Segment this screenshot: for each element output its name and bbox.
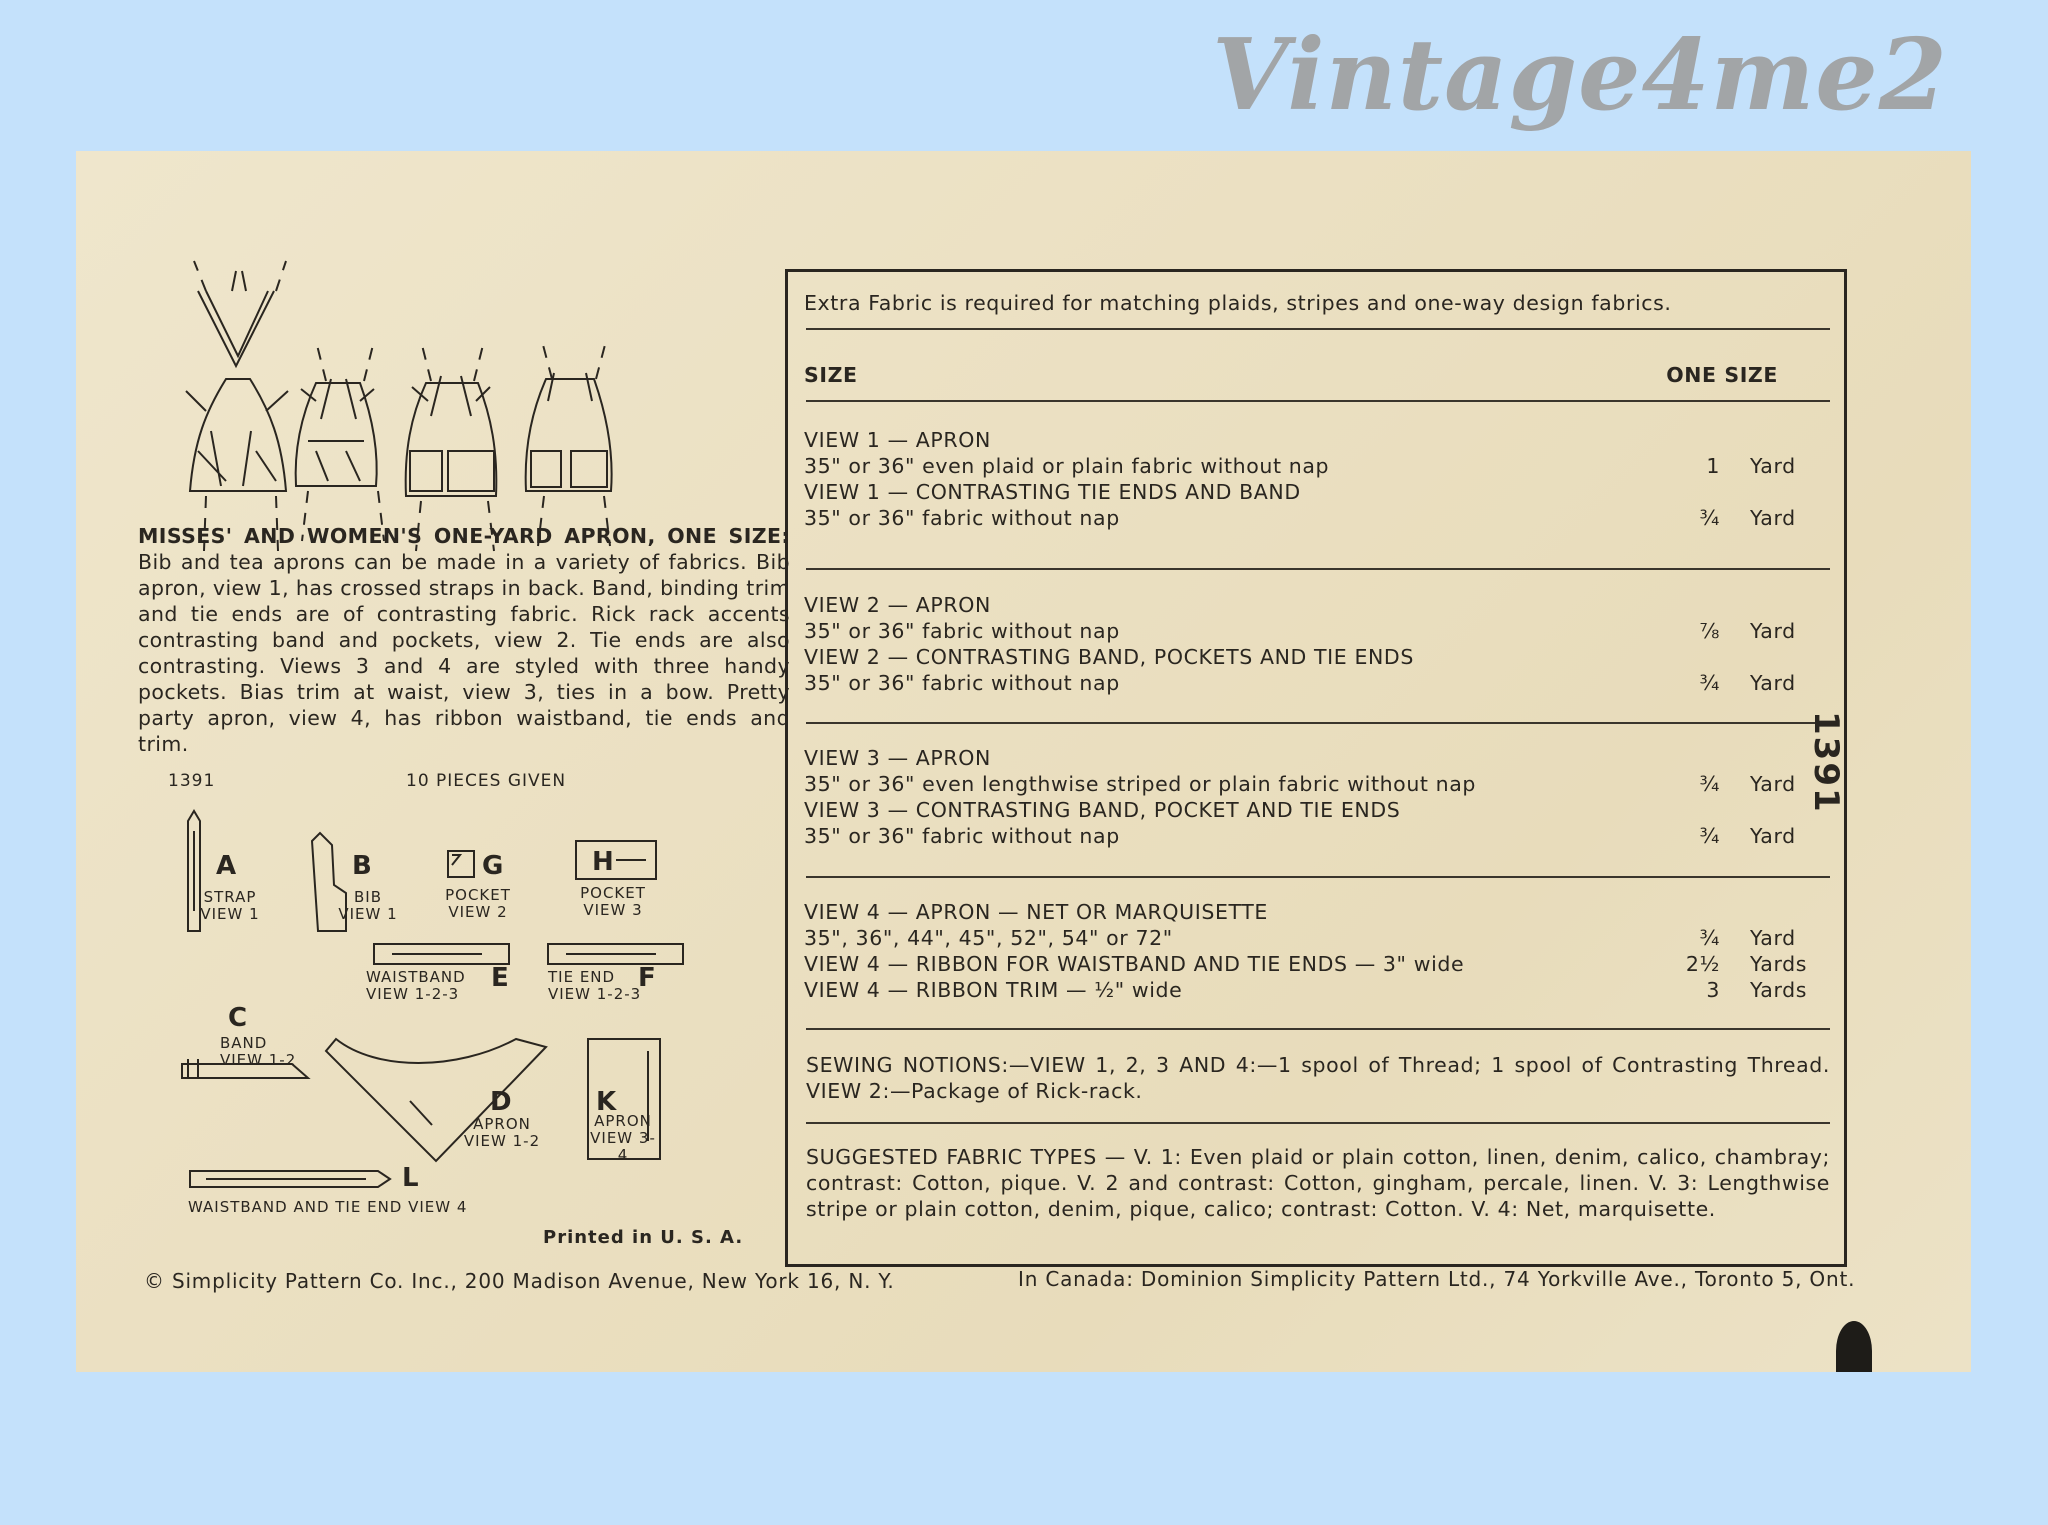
table-row: VIEW 1 — APRON	[804, 428, 991, 452]
piece-c-letter: C	[228, 1003, 248, 1033]
piece-e-caption: WAISTBAND VIEW 1-2-3	[366, 968, 466, 1003]
table-row: VIEW 4 — RIBBON TRIM — ½" wide 3 Yards	[804, 978, 1808, 1002]
pattern-envelope-back	[76, 151, 1971, 1372]
size-value: ONE SIZE	[1666, 363, 1778, 387]
divider	[806, 400, 1830, 402]
pieces-given: 10 PIECES GIVEN	[406, 771, 567, 791]
yardage-table	[785, 269, 1847, 1267]
printed-in-usa: Printed in U. S. A.	[543, 1227, 744, 1248]
piece-l-caption: WAISTBAND AND TIE END VIEW 4	[188, 1198, 468, 1216]
table-row: 35", 36", 44", 45", 52", 54" or 72" ¾ Yard	[804, 926, 1796, 950]
divider	[806, 328, 1830, 330]
table-row: VIEW 3 — CONTRASTING BAND, POCKET AND TIE ENDS	[804, 798, 1401, 822]
piece-h-letter: H	[592, 847, 614, 877]
watermark-logo: Vintage4me2	[1212, 18, 1948, 133]
pattern-number-small: 1391	[168, 771, 216, 791]
divider	[806, 722, 1830, 724]
piece-d-caption: APRON VIEW 1-2	[463, 1115, 541, 1150]
piece-k-letter: K	[596, 1087, 617, 1117]
table-row: 35" or 36" fabric without nap ¾ Yard	[804, 506, 1796, 530]
piece-h-caption: POCKET VIEW 3	[580, 884, 646, 919]
divider	[806, 1028, 1830, 1030]
footer-canada-address: In Canada: Dominion Simplicity Pattern Ltd., 74 Yorkville Ave., Toronto 5, Ont.	[1018, 1267, 1856, 1291]
table-row: 35" or 36" fabric without nap ⅞ Yard	[804, 619, 1796, 643]
table-row: VIEW 2 — APRON	[804, 593, 991, 617]
piece-d-letter: D	[490, 1087, 512, 1117]
piece-a-caption: STRAP VIEW 1	[200, 888, 260, 923]
divider	[806, 1122, 1830, 1124]
piece-f-caption: TIE END VIEW 1-2-3	[548, 968, 642, 1003]
sewing-notions: SEWING NOTIONS:—VIEW 1, 2, 3 AND 4:—1 spool of Thread; 1 spool of Contrasting Thread. VIEW 2:—Package of Rick-rack.	[806, 1053, 1830, 1103]
divider	[806, 568, 1830, 570]
piece-k-caption: APRON VIEW 3-4	[590, 1112, 656, 1164]
piece-b-caption: BIB VIEW 1	[338, 888, 398, 923]
table-row: 35" or 36" fabric without nap ¾ Yard	[804, 824, 1796, 848]
divider	[806, 876, 1830, 878]
suggested-fabric-types: SUGGESTED FABRIC TYPES — V. 1: Even plaid or plain cotton, linen, denim, calico, chambray; contrast: Cotton, pique. V. 2 and contrast: Cotton, gingham, percale, linen. V. 3: Lengthwise stripe or plain cotton, denim, pique, calico; contrast: Cotton. V. 4: Net, marquisette.	[806, 1145, 1830, 1221]
footer-usa-address: © Simplicity Pattern Co. Inc., 200 Madison Avenue, New York 16, N. Y.	[144, 1269, 895, 1293]
envelope-flap-tab	[1836, 1321, 1872, 1372]
table-row: VIEW 1 — CONTRASTING TIE ENDS AND BAND	[804, 480, 1301, 504]
size-header-row	[804, 362, 1830, 388]
piece-g-caption: POCKET VIEW 2	[445, 886, 511, 921]
piece-b-letter: B	[352, 851, 372, 881]
table-row: VIEW 2 — CONTRASTING BAND, POCKETS AND TIE ENDS	[804, 645, 1414, 669]
table-row: 35" or 36" even plaid or plain fabric without nap 1 Yard	[804, 454, 1796, 478]
description-body: Bib and tea aprons can be made in a variety of fabrics. Bib apron, view 1, has crossed straps in back. Band, binding trim and tie ends are of contrasting fabric. Rick rack accents contrasting band and pockets, view 2. Tie ends are also contrasting. Views 3 and 4 are styled with three handy pockets. Bias trim at waist, view 3, ties in a bow. Pretty party apron, view 4, has ribbon waistband, tie ends and trim.	[138, 550, 790, 756]
description-title: MISSES' AND WOMEN'S ONE-YARD APRON, ONE SIZE:	[138, 524, 790, 548]
table-row: VIEW 4 — APRON — NET OR MARQUISETTE	[804, 900, 1268, 924]
piece-c-caption: BAND VIEW 1-2	[220, 1034, 297, 1069]
table-row: VIEW 4 — RIBBON FOR WAISTBAND AND TIE ENDS — 3" wide 2½ Yards	[804, 952, 1808, 976]
apron-illustrations	[76, 151, 836, 1372]
table-row: 35" or 36" fabric without nap ¾ Yard	[804, 671, 1796, 695]
piece-l-letter: L	[402, 1163, 419, 1193]
pattern-description	[138, 523, 790, 757]
table-row: 35" or 36" even lengthwise striped or plain fabric without nap ¾ Yard	[804, 772, 1796, 796]
piece-g-letter: G	[482, 851, 504, 881]
table-row: VIEW 3 — APRON	[804, 746, 991, 770]
size-label: SIZE	[804, 363, 858, 387]
piece-a-letter: A	[216, 851, 237, 881]
pattern-number-vertical: 1391	[1806, 711, 1846, 814]
extra-fabric-note: Extra Fabric is required for matching plaids, stripes and one-way design fabrics.	[804, 291, 1672, 315]
piece-e-letter: E	[491, 963, 509, 993]
piece-f-letter: F	[638, 963, 656, 993]
